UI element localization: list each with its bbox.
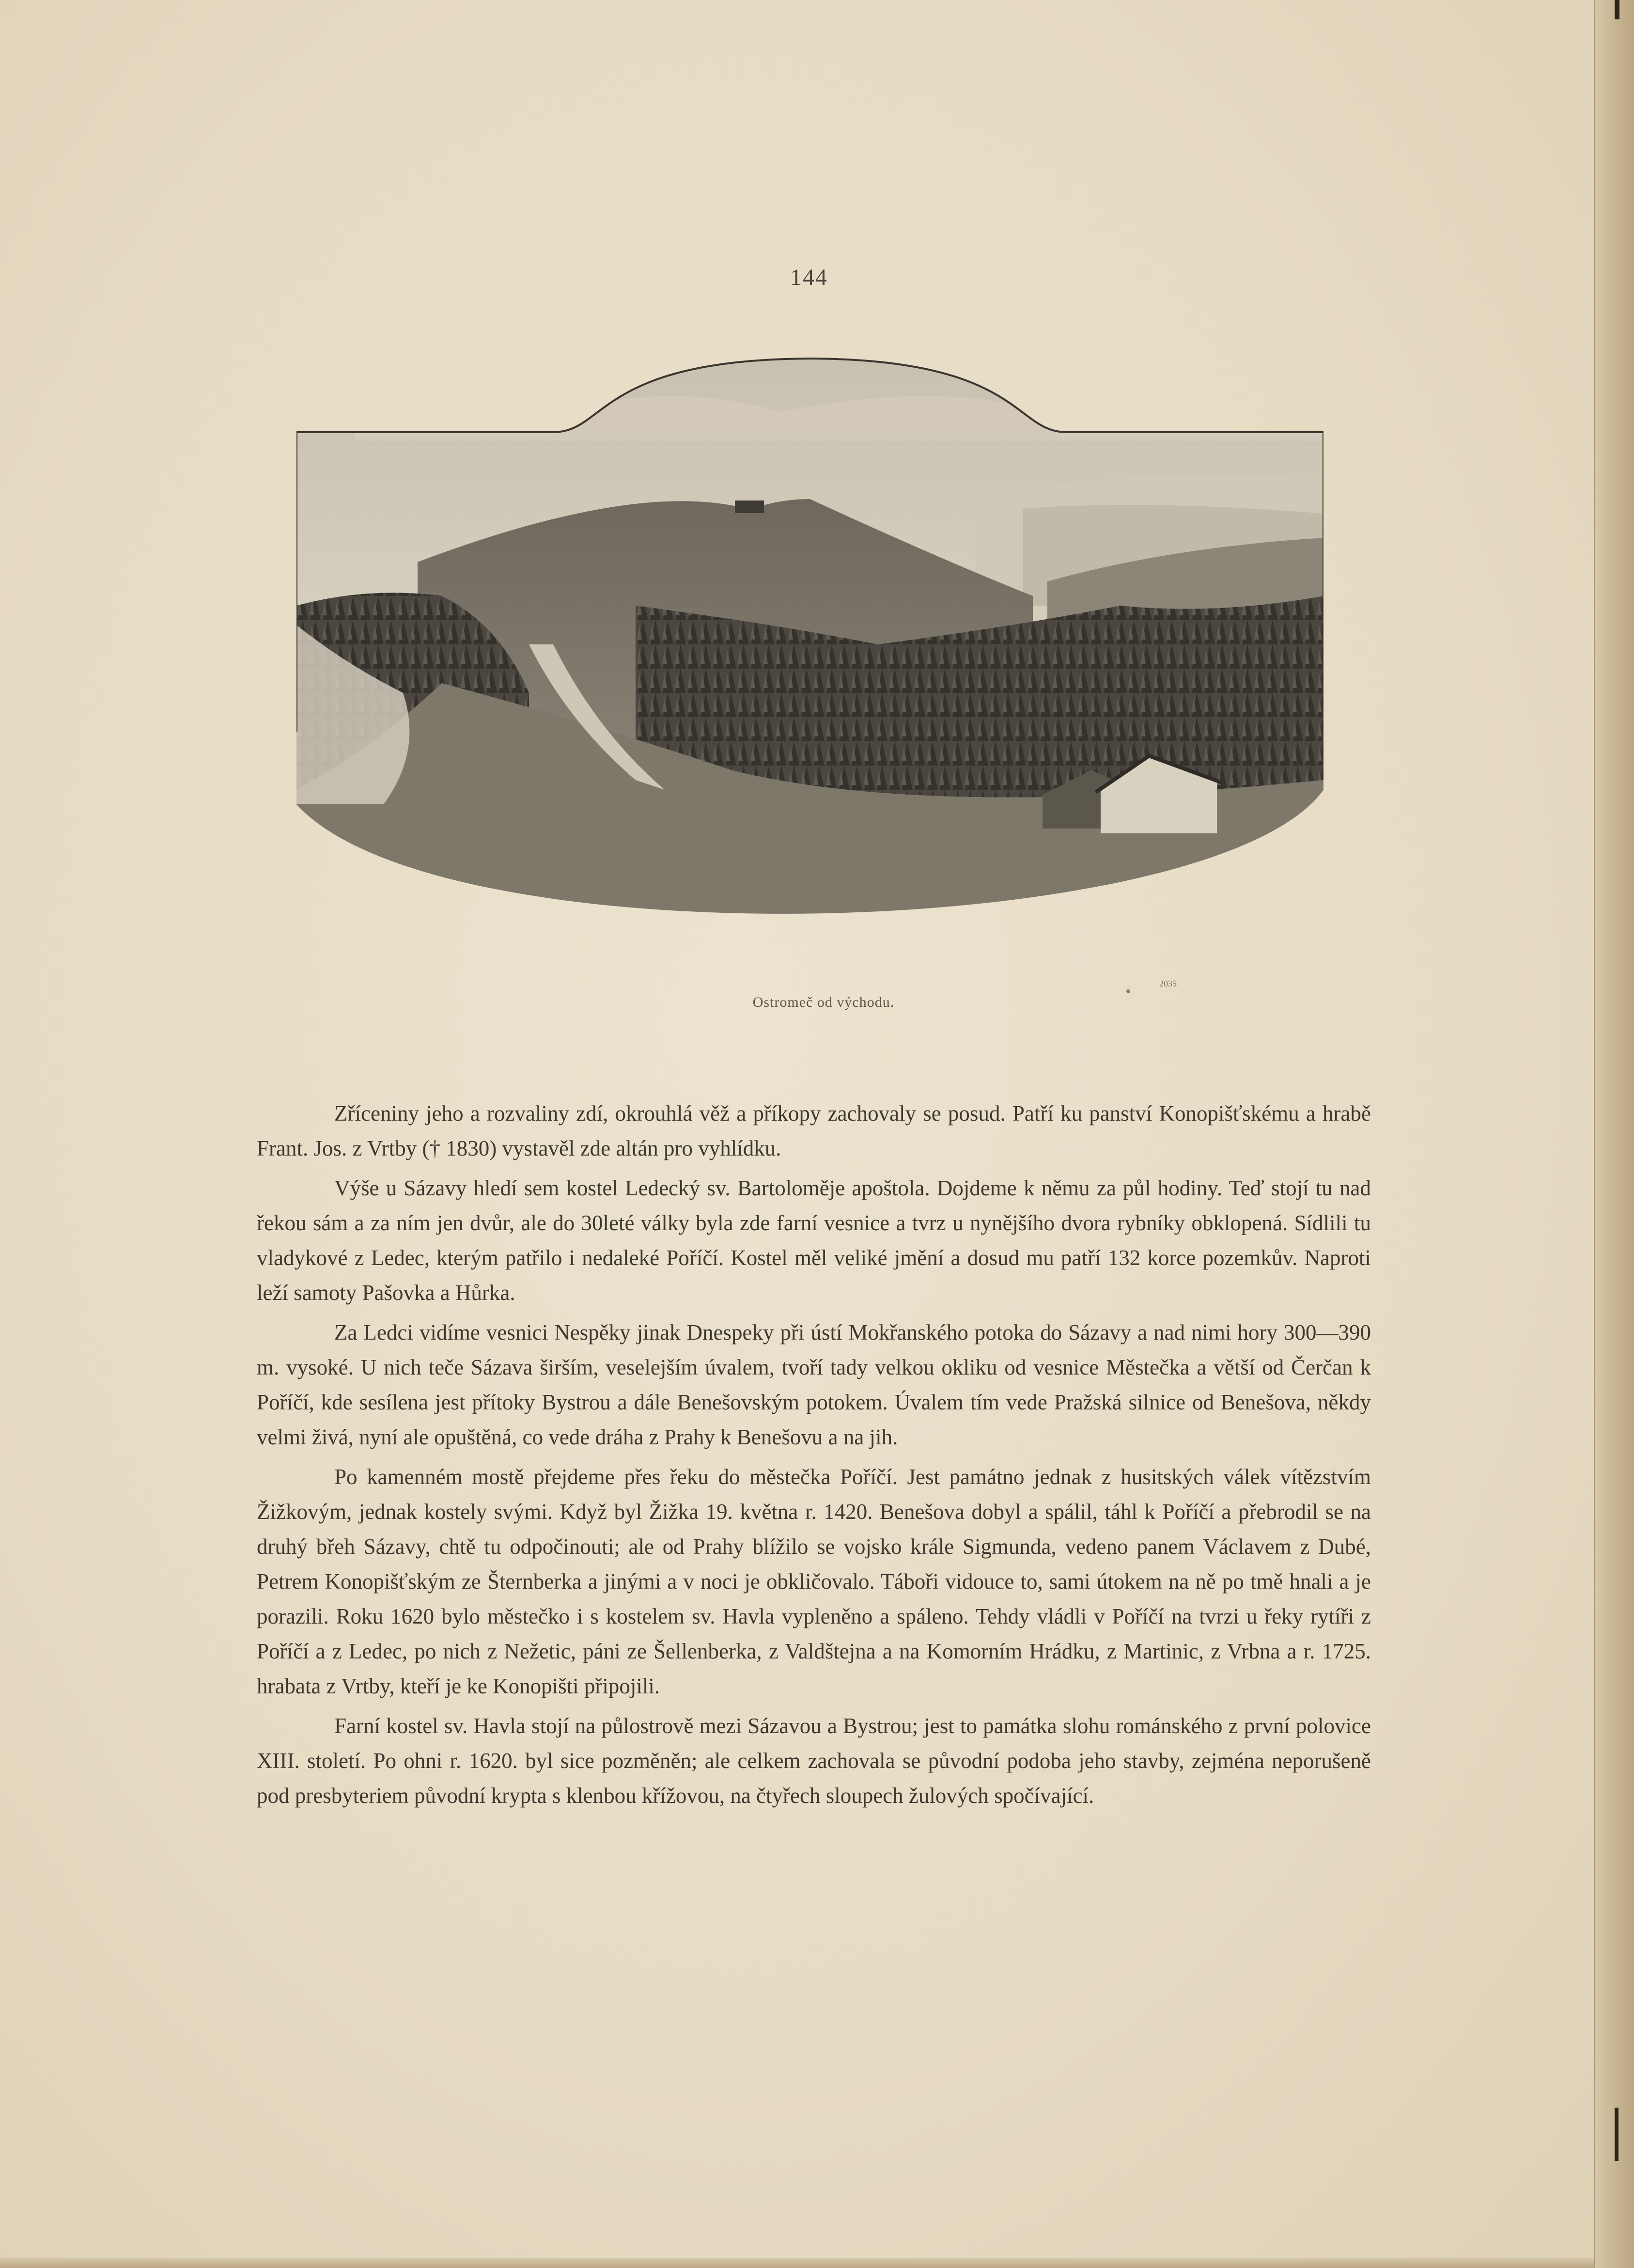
paragraph: Výše u Sázavy hledí sem kostel Ledecký sv. Bartoloměje apoštola. Dojdeme k němu za půl hodiny. Teď stojí tu nad řekou sám a za ním jen dvůr, ale do 30leté války byla zde farní vesnice a tvrz u nynějšího dvora rybníky obklopená. Sídlili tu vladykové z Ledec, kterým patřilo i nedaleké Poříčí. Kostel měl veliké jmění a dosud mu patří 132 korce pozemkův. Naproti leží samoty Pašovka a Hůrka. bbox=[257, 1176, 1371, 1305]
printer-mark bbox=[1126, 989, 1130, 993]
paragraph: Po kamenném mostě přejdeme přes řeku do městečka Poříčí. Jest památno jednak z husitských válek vítězstvím Žižkovým, jednak kostely svými. Když byl Žižka 19. května r. 1420. Benešova dobyl a spálil, táhl k Poříčí a přebrodil se na druhý břeh Sázavy, chtě tu odpočinouti; ale od Prahy blížilo se vojsko krále Sigmunda, vedeno panem Václavem z Dubé, Petrem Konopišťským ze Šternberka a jinými a v noci je obkličovalo. Táboři vidouce to, sami útokem na ně po tmě hnali a je porazili. Roku 1620 bylo městečko i s kostelem sv. Havla vypleněno a spáleno. Tehdy vládli v Poříčí na tvrzi u řeky rytíři z Poříčí a z Ledec, po nich z Nežetic, páni ze Šellenberka, z Valdštejna a na Komorním Hrádku, z Martinic, z Vrbna a r. 1725. hrabata z Vrtby, kteří je ke Konopišti připojili. bbox=[257, 1465, 1371, 1698]
page-number: 144 bbox=[790, 265, 828, 290]
page-edge-bottom bbox=[0, 2258, 1594, 2268]
paragraph: Farní kostel sv. Havla stojí na půlostrově mezi Sázavou a Bystrou; jest to památka slohu románského z první polovice XIII. století. Po ohni r. 1620. byl sice pozměněn; ale celkem zachovala se původní podoba jeho stavby, zejména neporušeně pod presbyteriem původní krypta s klenbou křížovou, na čtyřech sloupech žulových spočívající. bbox=[257, 1714, 1371, 1808]
paragraph: Za Ledci vidíme vesnici Nespěky jinak Dnespeky při ústí Mokřanského potoka do Sázavy a nad nimi hory 300—390 m. vysoké. U nich teče Sázava širším, veselejším úvalem, tvoří tady velkou okliku od vesnice Městečka a větší od Čerčan k Poříčí, kde sesílena jest přítoky Bystrou a dále Benešovským potokem. Úvalem tím vede Pražská silnice od Benešova, někdy velmi živá, nyní ale opuštěná, co vede dráha z Prahy k Benešovu a na jih. bbox=[257, 1320, 1371, 1449]
plate-number: 2035 bbox=[1159, 979, 1177, 988]
landscape-illustration bbox=[296, 354, 1323, 974]
paragraph: Zříceniny jeho a rozvaliny zdí, okrouhlá věž a příkopy zachovaly se posud. Patří ku panství Konopišťskému a hrabě Frant. Jos. z Vrtby († 1830) vystavěl zde altán pro vyhlídku. bbox=[257, 1101, 1371, 1160]
body-text bbox=[257, 1096, 1371, 1813]
page-edge-binding bbox=[1594, 0, 1634, 2268]
illustration-caption: Ostromeč od východu. bbox=[752, 994, 895, 1010]
